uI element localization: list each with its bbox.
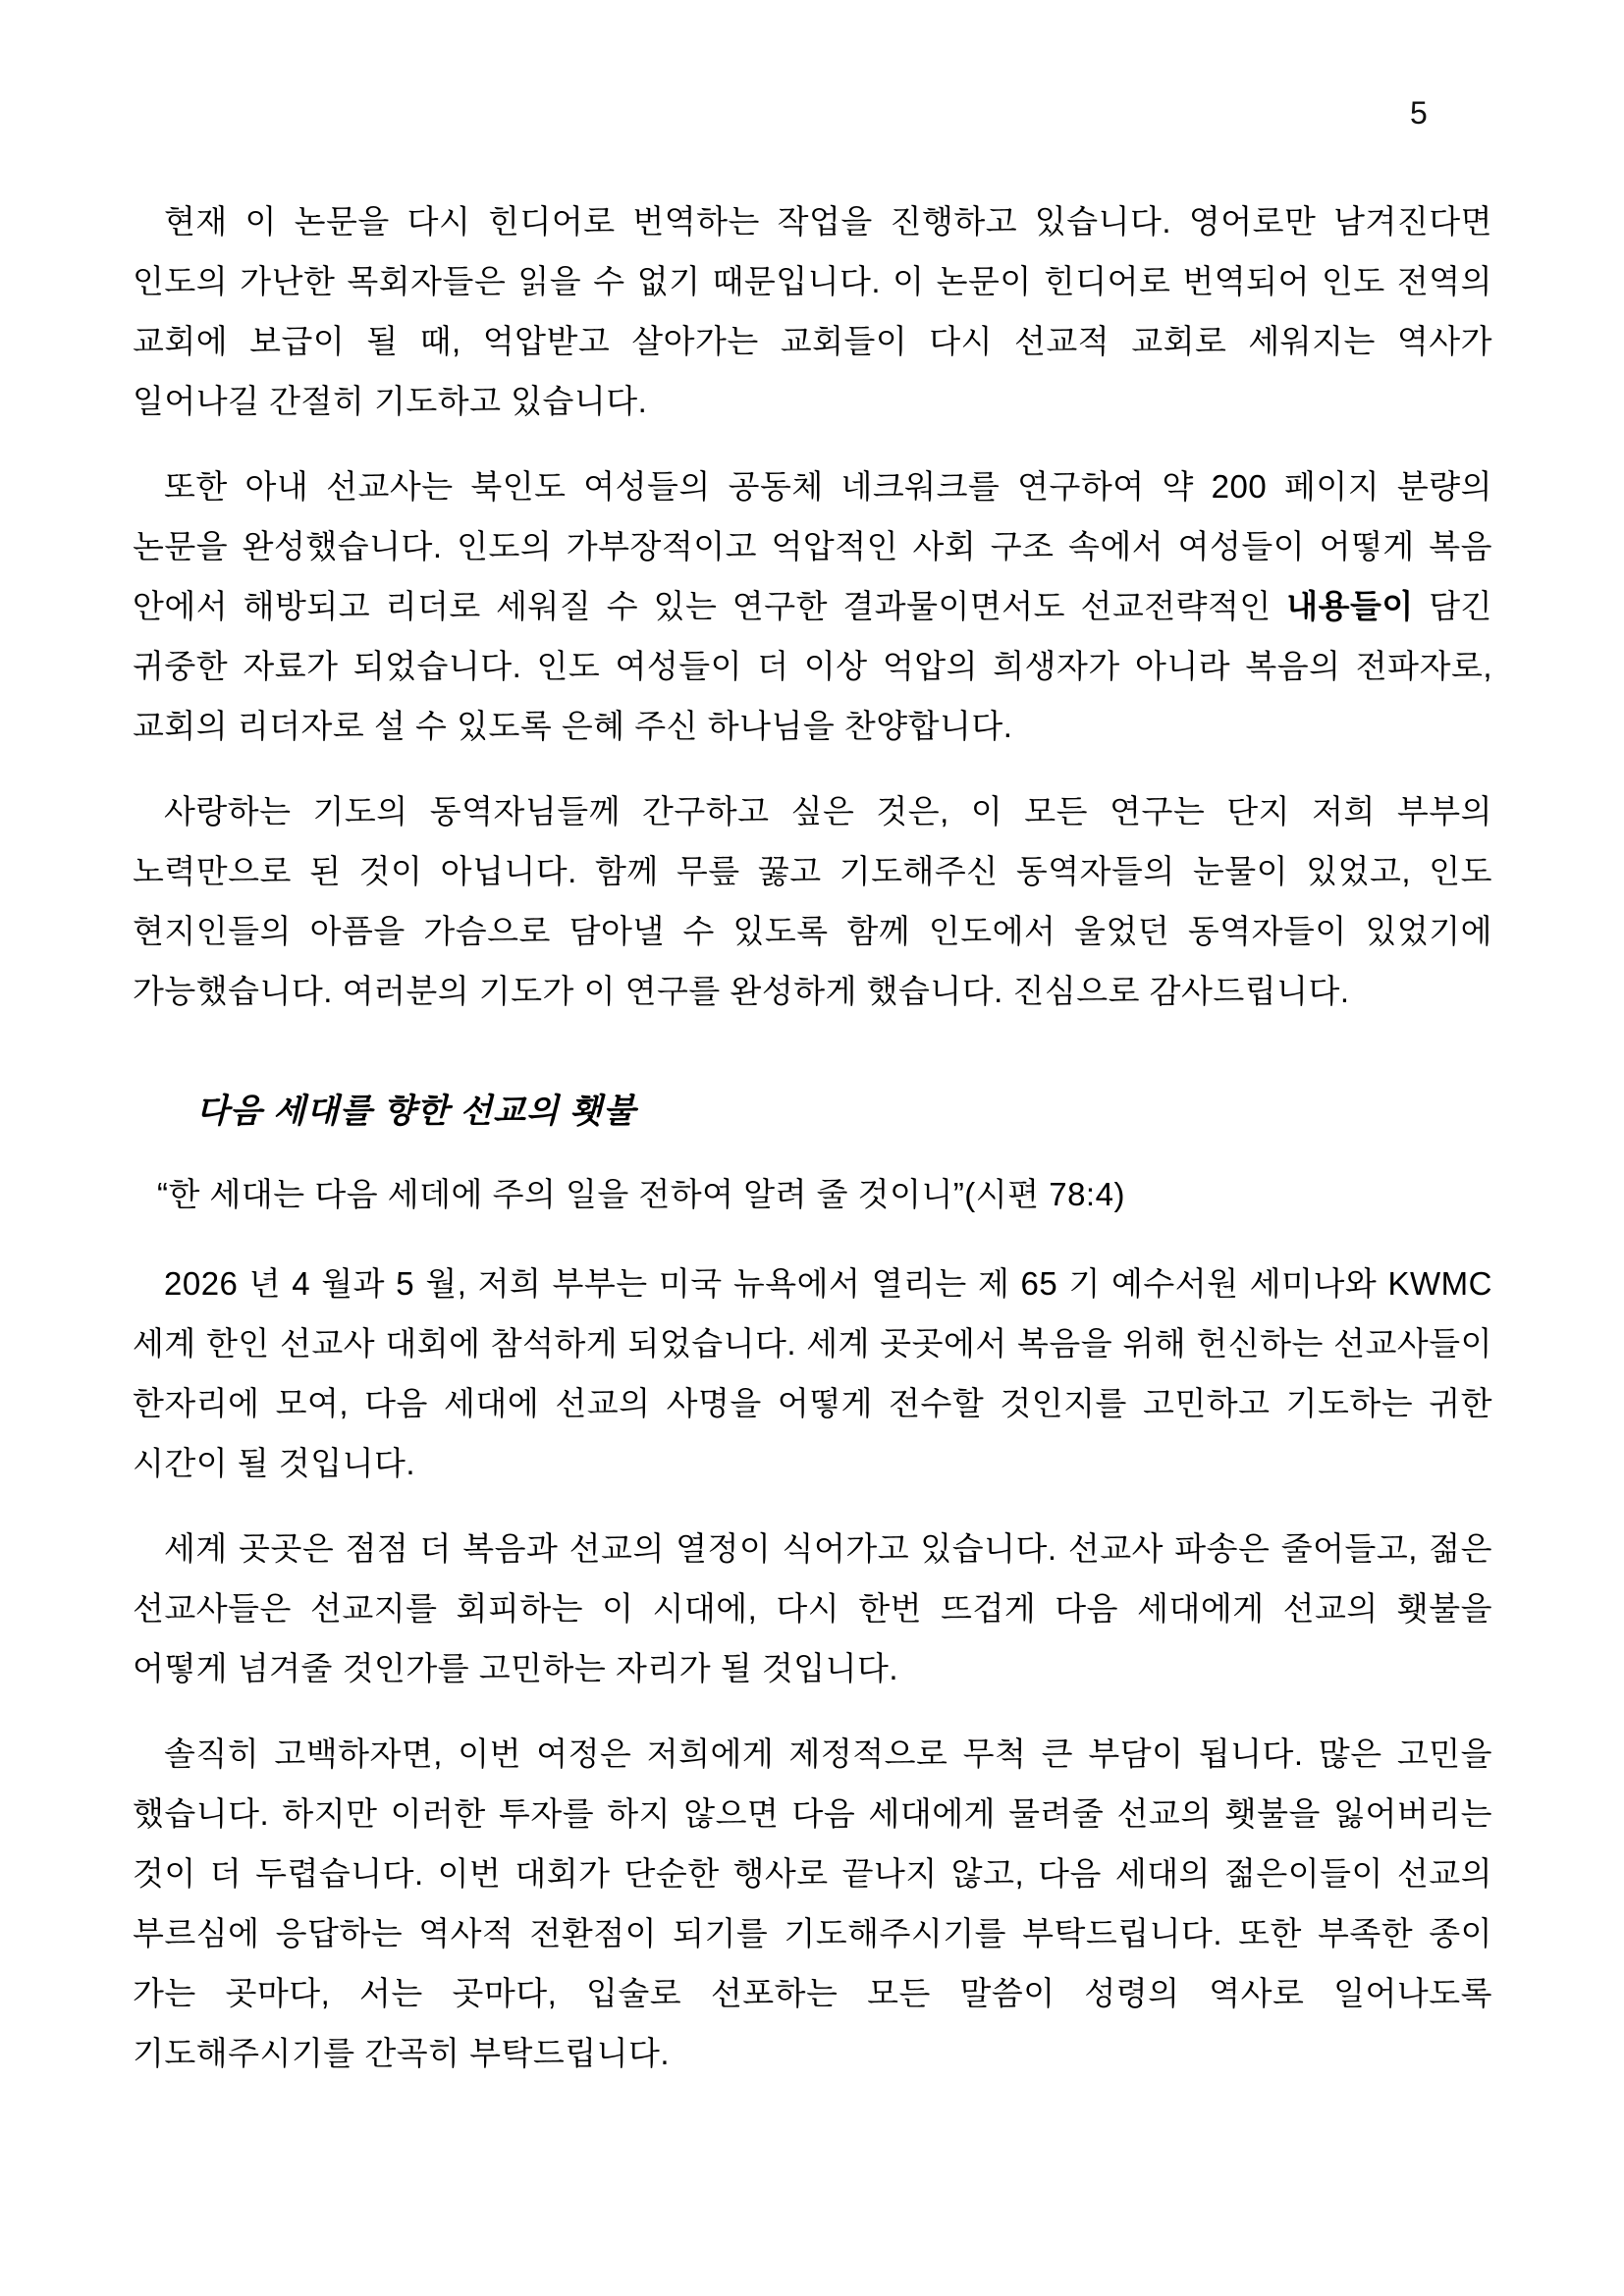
section-heading-mission-torch: 다음 세대를 향한 선교의 횃불 bbox=[196, 1093, 636, 1130]
scripture-quote-psalm-78-4: “한 세대는 다음 세데에 주의 일을 전하여 알려 줄 것이니”(시편 78:4) bbox=[157, 1176, 1125, 1212]
page-number: 5 bbox=[1410, 95, 1428, 131]
paragraph-wife-thesis bbox=[133, 456, 1492, 756]
paragraph-financial-burden-prayer-request: 솔직히 고백하자면, 이번 여정은 저희에게 제정적으로 무척 큰 부담이 됩니다. 많은 고민을 했습니다. 하지만 이러한 투자를 하지 않으면 다음 세대에게 물려줄 선교의 횃불을 잃어버리는 것이 더 두렵습니다. 이번 대회가 단순한 행사로 끝나지 않고, 다음 세대의 젊은이들이 선교의 부르심에 응답하는 역사적 전환점이 되기를 기도해주시기를 부탁드립니다. 또한 부족한 종이 가는 곳마다, 서는 곳마다, 입술로 선포하는 모든 말씀이 성령의 역사로 일어나도록 기도해주시기를 간곡히 부탁드립니다. bbox=[133, 1735, 1492, 2071]
paragraph-2026-conference: 2026 년 4 월과 5 월, 저희 부부는 미국 뉴욕에서 열리는 제 65 기 예수서원 세미나와 KWMC 세계 한인 선교사 대회에 참석하게 되었습니다. 세계 곳곳에서 복음을 위해 헌신하는 선교사들이 한자리에 모여, 다음 세대에 선교의 사명을 어떻게 전수할 것인지를 고민하고 기도하는 귀한 시간이 될 것입니다. bbox=[133, 1265, 1492, 1481]
paragraph-wife-thesis-text-start: 또한 아내 선교사는 북인도 여성들의 공동체 네크워크를 연구하여 약 200 페이지 분량의 논문을 완성했습니다. 인도의 가부장적이고 억압적인 사회 구조 속에서 여성들이 어떻게 복음 안에서 해방되고 리더로 세워질 수 있는 연구한 결과물이면서도 선교전략적인 bbox=[133, 468, 1492, 624]
document-content bbox=[133, 191, 1492, 2109]
paragraph-wife-thesis-bold-text: 내용들이 bbox=[1286, 588, 1414, 624]
paragraph-wife-thesis-text-end: 담긴 귀중한 자료가 되었습니다. 인도 여성들이 더 이상 억압의 희생자가 아니라 복음의 전파자로, 교회의 리더자로 설 수 있도록 은혜 주신 하나님을 찬양합니다. bbox=[133, 588, 1492, 744]
paragraph-cooling-passion: 세계 곳곳은 점점 더 복음과 선교의 열정이 식어가고 있습니다. 선교사 파송은 줄어들고, 젊은 선교사들은 선교지를 회피하는 이 시대에, 다시 한번 뜨겁게 다음 세대에게 선교의 횃불을 어떻게 넘겨줄 것인가를 고민하는 자리가 될 것입니다. bbox=[133, 1530, 1492, 1686]
paragraph-prayer-partners-thanks: 사랑하는 기도의 동역자님들께 간구하고 싶은 것은, 이 모든 연구는 단지 저희 부부의 노력만으로 된 것이 아닙니다. 함께 무릎 꿇고 기도해주신 동역자들의 눈물이 있었고, 인도 현지인들의 아픔을 가슴으로 담아낼 수 있도록 함께 인도에서 울었던 동역자들이 있었기에 가능했습니다. 여러분의 기도가 이 연구를 완성하게 했습니다. 진심으로 감사드립니다. bbox=[133, 793, 1492, 1009]
paragraph-hindi-translation: 현재 이 논문을 다시 힌디어로 번역하는 작업을 진행하고 있습니다. 영어로만 남겨진다면 인도의 가난한 목회자들은 읽을 수 없기 때문입니다. 이 논문이 힌디어로 번역되어 인도 전역의 교회에 보급이 될 때, 억압받고 살아가는 교회들이 다시 선교적 교회로 세워지는 역사가 일어나길 간절히 기도하고 있습니다. bbox=[133, 203, 1492, 419]
